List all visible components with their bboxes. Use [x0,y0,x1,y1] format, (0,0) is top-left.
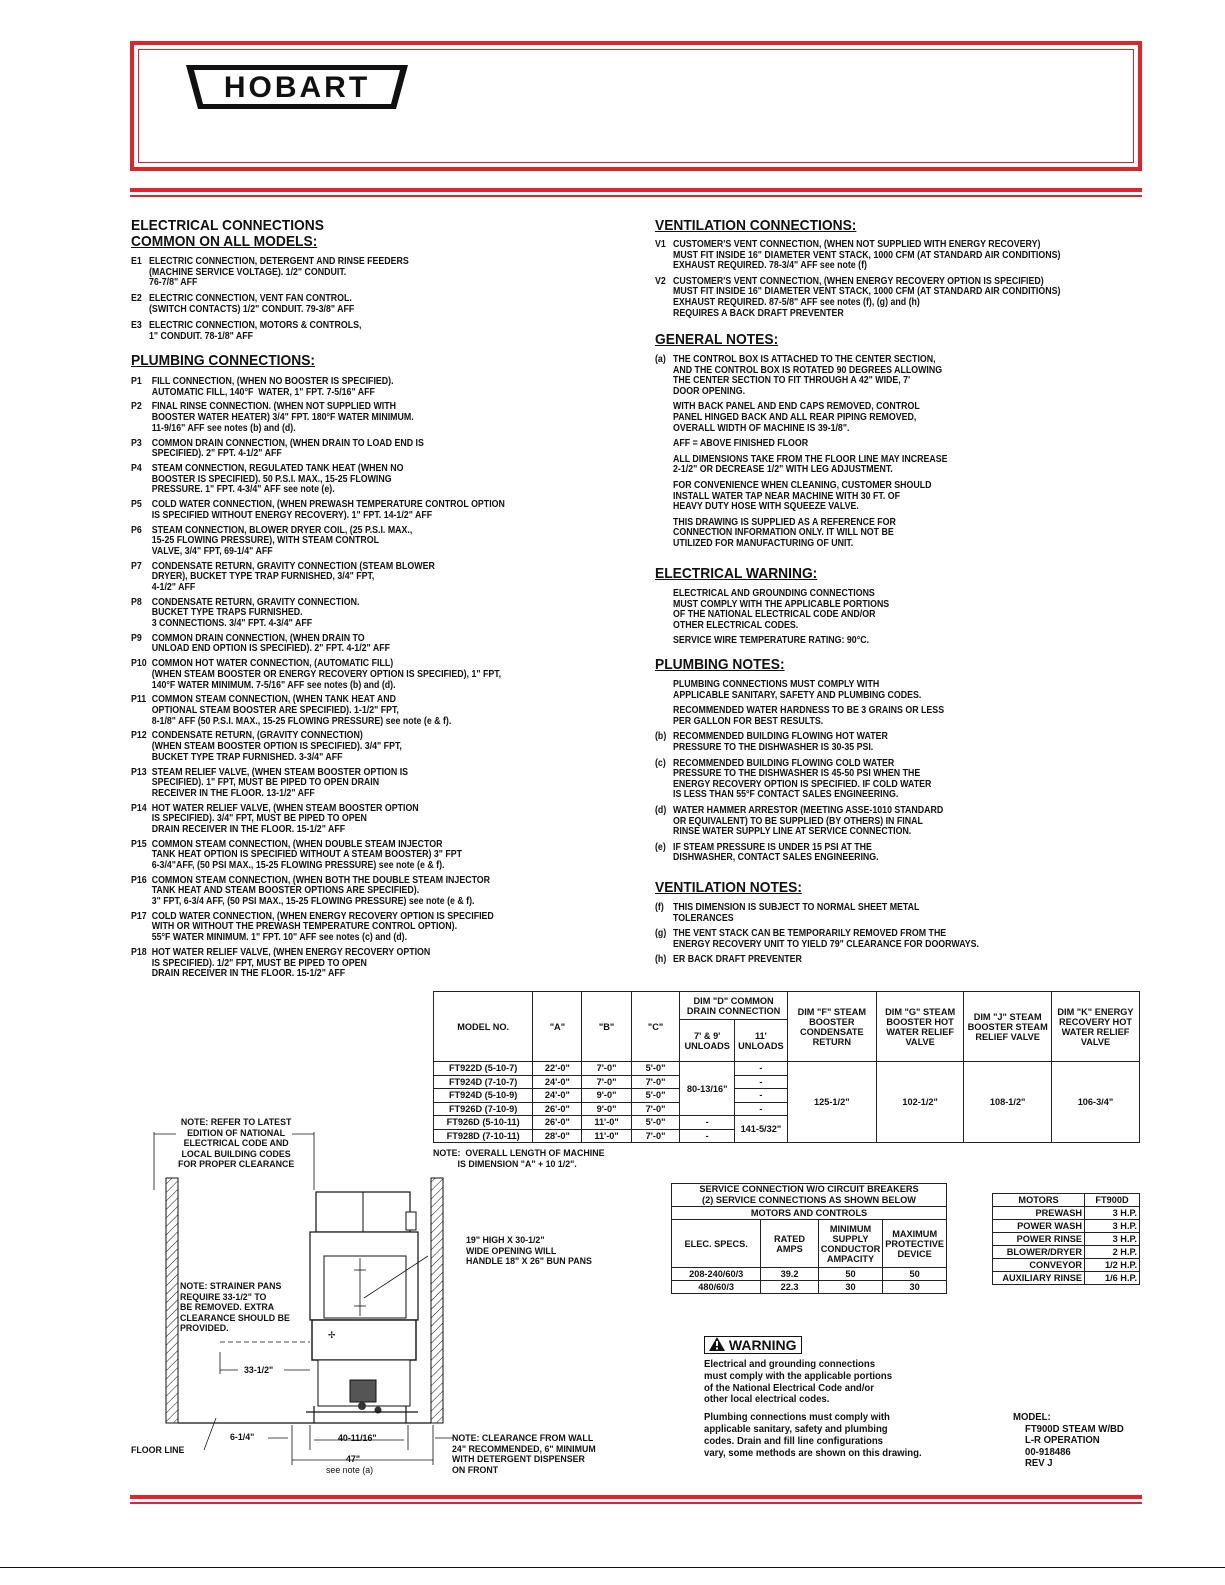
table-cell: 3 H.P. [1085,1220,1140,1233]
table-cell: - [735,1062,788,1076]
motors-th-1: FT900D [1085,1194,1140,1207]
note-item [131,804,505,836]
service-subtitle: MOTORS AND CONTROLS [672,1207,947,1220]
item-text: COMMON DRAIN CONNECTION, (WHEN DRAIN TO LOAD END IS SPECIFIED). 2" FPT. 4-1/2" AFF [151,437,424,460]
table-cell: 7'-0" [631,1102,680,1116]
note-item [655,589,889,631]
table-cell: 50 [818,1268,883,1281]
table-cell: 30 [883,1281,947,1294]
table-cell: POWER WASH [993,1220,1085,1233]
table-cell: 5'-0" [631,1089,680,1103]
note-item [655,706,944,727]
item-text: SERVICE WIRE TEMPERATURE RATING: 90°C. [673,635,870,647]
item-code: V1 [655,239,666,250]
item-code: P5 [131,499,142,511]
item-text: COLD WATER CONNECTION, (WHEN PREWASH TEMPERATURE CONTROL OPTION IS SPECIFIED WITHOUT ENERGY RECOVERY). 1" FPT. 14-1/2" AFF [151,499,505,521]
note-item [131,294,409,315]
th-b: "B" [582,992,631,1062]
item-code: (h) [655,954,667,966]
th-a: "A" [533,992,582,1062]
table-row [993,1233,1140,1246]
hobart-logo [182,61,412,113]
item-text: THE VENT STACK CAN BE TEMPORARILY REMOVED FROM THE ENERGY RECOVERY UNIT TO YIELD 79" CLEARANCE FOR DOORWAYS. [673,928,979,950]
table-cell: 28'-0" [533,1129,582,1143]
item-code: P15 [131,838,147,850]
item-text: ELECTRIC CONNECTION, DETERGENT AND RINSE FEEDERS (MACHINE SERVICE VOLTAGE). 1/2" CONDUIT. 76-7/8" AFF [149,256,409,289]
table-cell: 22.3 [761,1281,818,1294]
note-item [655,481,948,513]
item-code: P13 [131,766,147,778]
item-text: CUSTOMER'S VENT CONNECTION, (WHEN NOT SUPPLIED WITH ENERGY RECOVERY) MUST FIT INSIDE 16" DIAMETER VENT STACK, 1000 CFM (AT STANDARD AIR CONDITIONS) EXHAUST REQUIRED. 78-3/4" AFF see note (f) [673,239,1061,272]
item-text: CONDENSATE RETURN, (GRAVITY CONNECTION) (WHEN STEAM BOOSTER OPTION IS SPECIFIED). 3/4" FPT, BUCKET TYPE TRAP FURNISHED. 3-3/4" AFF [151,730,402,763]
table-cell: 480/60/3 [672,1281,761,1294]
service-th-3: MAXIMUM PROTECTIVE DEVICE [883,1220,947,1268]
table-cell: FT928D (7-10-11) [434,1129,533,1143]
th-d1: 7' & 9' UNLOADS [680,1020,735,1062]
item-code: (a) [655,354,666,365]
note-item [655,636,889,647]
item-text: HOT WATER RELIEF VALVE, (WHEN ENERGY RECOVERY OPTION IS SPECIFIED). 1/2" FPT, MUST BE PIPED TO OPEN DRAIN RECEIVER IN THE FLOOR. 15-1/2" AFF [151,946,431,980]
table-cell: 24'-0" [533,1089,582,1103]
note-item [131,439,505,460]
electrical-warning-title: ELECTRICAL WARNING: [655,565,818,582]
item-text: ELECTRICAL AND GROUNDING CONNECTIONS MUST COMPLY WITH THE APPLICABLE PORTIONS OF THE NATIONAL ELECTRICAL CODE AND/OR OTHER ELECTRICAL CODES. [673,588,890,631]
note-item [655,402,948,434]
logo-text: HOBART [223,71,371,104]
note-item [131,912,505,944]
electrical-section [131,218,341,250]
table-row [993,1272,1140,1285]
note-item [655,518,948,550]
item-code: P17 [131,910,147,922]
table-cell: FT924D (7-10-7) [434,1075,533,1089]
table-cell: - [680,1116,735,1130]
item-code: P14 [131,802,147,814]
item-text: COMMON STEAM CONNECTION, (WHEN BOTH THE DOUBLE STEAM INJECTOR TANK HEAT AND STEAM BOOSTER OPTIONS ARE SPECIFIED). 3" FPT, 6-3/4 AFF, (50 PSI MAX., 15-25 FLOWING PRESSURE) see note (e & f). [151,874,491,907]
item-code: P6 [131,524,142,536]
table-cell: 102-1/2" [876,1062,964,1143]
item-code: P4 [131,463,142,475]
table-cell: 2 H.P. [1085,1246,1140,1259]
ventilation-items [655,240,1105,324]
table-cell: 1/6 H.P. [1085,1272,1140,1285]
item-text: COMMON STEAM CONNECTION, (WHEN DOUBLE STEAM INJECTOR TANK HEAT OPTION IS SPECIFIED WITHOUT A STEAM BOOSTER) 3" FPT 6-3/4"AFF, (50 PSI MAX., 15-25 FLOWING PRESSURE) see note (e & f). [151,838,463,871]
item-code: P18 [131,946,147,958]
item-code: P11 [131,694,147,706]
service-title-1: SERVICE CONNECTION W/O CIRCUIT BREAKERS [699,1184,919,1194]
th-f: DIM "F" STEAM BOOSTER CONDENSATE RETURN [787,992,876,1062]
top-rule-thin [130,195,1142,197]
plumbing-items [131,377,546,984]
item-text: ALL DIMENSIONS TAKE FROM THE FLOOR LINE MAY INCREASE 2-1/2" OR DECREASE 1/2" WITH LEG ADJUSTMENT. [673,453,948,476]
general-notes-title: GENERAL NOTES: [655,331,779,348]
ventilation-notes-title: VENTILATION NOTES: [655,879,802,896]
item-code: E2 [131,293,142,305]
item-text: THIS DIMENSION IS SUBJECT TO NORMAL SHEET METAL TOLERANCES [673,902,920,924]
motors-th-0: MOTORS [993,1194,1085,1207]
note-item [131,377,505,398]
item-code [655,706,673,727]
table-cell: CONVEYOR [993,1259,1085,1272]
table-cell: 11'-0" [582,1129,631,1143]
table-cell: 39.2 [761,1268,818,1281]
table-cell: 26'-0" [533,1116,582,1130]
warning-title-text: WARNING [728,1337,797,1353]
note-item [655,955,979,966]
table-cell: - [735,1102,788,1116]
item-text: STEAM CONNECTION, BLOWER DRYER COIL, (25 P.S.I. MAX., 15-25 FLOWING PRESSURE), WITH STEAM CONTROL VALVE, 3/4" FPT, 69-1/4" AFF [151,524,413,557]
item-code [655,636,673,647]
table-cell: PREWASH [993,1207,1085,1220]
item-text: COMMON HOT WATER CONNECTION, (AUTOMATIC FILL) (WHEN STEAM BOOSTER OR ENERGY RECOVERY OPTION IS SPECIFIED), 1" FPT, 140°F WATER MINIMUM. 7-5/16" AFF see notes (b) and (d). [151,658,502,691]
note-wall-clearance: NOTE: CLEARANCE FROM WALL 24" RECOMMENDED, 6" MINIMUM WITH DETERGENT DISPENSER ON FRONT [452,1433,596,1476]
table-row [993,1220,1140,1233]
item-code: V2 [655,275,666,287]
table-cell: FT922D (5-10-7) [434,1062,533,1076]
item-text: RECOMMENDED BUILDING FLOWING HOT WATER PRESSURE TO THE DISHWASHER IS 30-35 PSI. [673,731,888,753]
item-code: P1 [131,376,142,387]
service-th-1: RATED AMPS [761,1220,818,1268]
item-text: WITH BACK PANEL AND END CAPS REMOVED, CONTROL PANEL HINGED BACK AND ALL REAR PIPING REMOVED, OVERALL WIDTH OF MACHINE IS 39-1/8". [673,401,920,434]
table-cell: 5'-0" [631,1062,680,1076]
item-code: (c) [655,757,666,769]
table-row [434,1062,1140,1076]
note-item [655,903,979,924]
table-row [993,1207,1140,1220]
top-rule [130,188,1142,192]
note-item [131,768,505,800]
item-code: P8 [131,596,142,608]
note-item [655,439,948,450]
right-wall [431,1178,443,1423]
table-cell: - [680,1129,735,1143]
th-j: DIM "J" STEAM BOOSTER STEAM RELIEF VALVE [964,992,1052,1062]
note-item [131,598,505,630]
motors-table [992,1193,1140,1285]
table-cell: POWER RINSE [993,1233,1085,1246]
note-item [655,680,944,701]
note-item [655,806,944,838]
item-text: CONDENSATE RETURN, GRAVITY CONNECTION (STEAM BLOWER DRYER), BUCKET TYPE TRAP FURNISHED, 3/4" FPT, 4-1/2" AFF [151,560,435,593]
item-text: COMMON DRAIN CONNECTION, (WHEN DRAIN TO UNLOAD END OPTION IS SPECIFIED). 2" FPT. 4-1/2" AFF [151,632,390,655]
table-cell: AUXILIARY RINSE [993,1272,1085,1285]
note-item [655,277,1060,319]
dim-overall: 47" [346,1454,361,1465]
table-cell: 125-1/2" [787,1062,876,1143]
item-code [655,680,673,701]
note-item [131,876,505,908]
note-item [131,695,505,727]
table-row [672,1268,947,1281]
table-cell: 108-1/2" [964,1062,1052,1143]
table-cell: 24'-0" [533,1075,582,1089]
note-item [655,759,944,801]
note-item [131,562,505,594]
th-k: DIM "K" ENERGY RECOVERY HOT WATER RELIEF VALVE [1051,992,1139,1062]
item-code: P2 [131,401,142,413]
table-cell: 106-3/4" [1051,1062,1139,1143]
note-item [655,929,979,950]
item-text: HOT WATER RELIEF VALVE, (WHEN STEAM BOOSTER OPTION IS SPECIFIED). 3/4" FPT, MUST BE PIPED TO OPEN DRAIN RECEIVER IN THE FLOOR. 15-1/2" AFF [151,802,419,835]
electrical-warning-items [655,589,915,652]
note-item [131,402,505,434]
th-g: DIM "G" STEAM BOOSTER HOT WATER RELIEF VALVE [876,992,964,1062]
item-text: FILL CONNECTION, (WHEN NO BOOSTER IS SPECIFIED). AUTOMATIC FILL, 140°F WATER, 1" FPT. 7-5/16" AFF [151,376,394,398]
table-cell: 7'-0" [631,1075,680,1089]
service-rows [672,1268,947,1294]
note-item [131,659,505,691]
table-cell: 30 [818,1281,883,1294]
item-code: E3 [131,319,142,331]
note-item [131,464,505,496]
general-notes-items [655,355,980,555]
service-title-2: (2) SERVICE CONNECTIONS AS SHOWN BELOW [702,1195,916,1205]
item-code: P9 [131,632,142,644]
table-cell: 3 H.P. [1085,1233,1140,1246]
item-code: P16 [131,874,147,886]
item-text: STEAM CONNECTION, REGULATED TANK HEAT (WHEN NO BOOSTER IS SPECIFIED). 50 P.S.I. MAX., 15-25 FLOWING PRESSURE. 1" FPT. 4-3/4" AFF see note (e). [151,463,404,496]
item-code: (g) [655,928,667,940]
table-cell: 50 [883,1268,947,1281]
table-cell: 9'-0" [582,1089,631,1103]
item-code [655,402,673,434]
table-cell: - [735,1089,788,1103]
electrical-items [131,257,440,348]
note-item [655,455,948,476]
model-lines: FT900D STEAM W/BD L-R OPERATION 00-918486 REV J [1025,1423,1124,1469]
dim-offset: 6-1/4" [230,1432,255,1443]
electrical-title-1: ELECTRICAL CONNECTIONS [131,217,324,234]
note-item [655,732,944,753]
dim-strainer: 33-1/2" [244,1365,274,1376]
note-item [131,948,505,980]
dim-body-width: 40-11/16" [338,1433,377,1444]
table-cell: 22'-0" [533,1062,582,1076]
electrical-title-2: COMMON ON ALL MODELS: [131,233,318,250]
item-text: THIS DRAWING IS SUPPLIED AS A REFERENCE FOR CONNECTION INFORMATION ONLY. IT WILL NOT BE UTILIZED FOR MANUFACTURING OF UNIT. [673,516,896,549]
service-table [671,1183,947,1294]
table-cell: 26'-0" [533,1102,582,1116]
item-code: (e) [655,841,666,853]
item-text: COLD WATER CONNECTION, (WHEN ENERGY RECOVERY OPTION IS SPECIFIED WITH OR WITHOUT THE PREWASH TEMPERATURE CONTROL OPTION). 55°F WATER MINIMUM. 1" FPT. 10" AFF see notes (c) and (d). [151,910,494,944]
table-cell: 7'-0" [582,1075,631,1089]
item-text: WATER HAMMER ARRESTOR (MEETING ASSE-1010 STANDARD OR EQUIVALENT) TO BE SUPPLIED (BY OTHERS) IN FINAL RINSE WATER SUPPLY LINE AT SERVICE CONNECTION. [673,804,944,838]
table-cell: 1/2 H.P. [1085,1259,1140,1272]
table-row [672,1281,947,1294]
plumbing-notes-title: PLUMBING NOTES: [655,656,785,673]
model-block [1013,1412,1132,1470]
item-code: (f) [655,902,664,913]
note-item [131,257,409,289]
note-item [655,240,1060,272]
note-item [131,321,409,342]
item-text: CONDENSATE RETURN, GRAVITY CONNECTION. BUCKET TYPE TRAPS FURNISHED. 3 CONNECTIONS. 3/4" FPT. 4-3/4" AFF [151,596,360,629]
note-item [131,526,505,558]
note-item [655,355,948,397]
item-text: THE CONTROL BOX IS ATTACHED TO THE CENTER SECTION, AND THE CONTROL BOX IS ROTATED 90 DEGREES ALLOWING THE CENTER SECTION TO FIT THROUGH A 42" WIDE, 7' DOOR OPENING. [673,354,943,397]
dim-see-note: see note (a) [326,1465,374,1476]
note-opening: 19" HIGH X 30-1/2" WIDE OPENING WILL HANDLE 18" X 26" BUN PANS [466,1235,592,1267]
item-code [655,455,673,476]
bottom-rule-thin [130,1502,1142,1504]
note-strainer: NOTE: STRAINER PANS REQUIRE 33-1/2" TO BE REMOVED. EXTRA CLEARANCE SHOULD BE PROVIDED. [180,1281,290,1334]
item-code [655,518,673,550]
table-cell: FT924D (5-10-9) [434,1089,533,1103]
left-wall [166,1178,178,1423]
th-c: "C" [631,992,680,1062]
item-text: STEAM RELIEF VALVE, (WHEN STEAM BOOSTER OPTION IS SPECIFIED). 1" FPT, MUST BE PIPED TO OPEN DRAIN RECEIVER IN THE FLOOR. 13-1/2" AFF [151,766,409,799]
table-cell: 9'-0" [582,1102,631,1116]
note-item [131,731,505,763]
item-code: (d) [655,804,667,816]
page-edge [0,1567,1225,1568]
service-title [672,1184,947,1207]
item-code [655,481,673,513]
item-text: RECOMMENDED BUILDING FLOWING COLD WATER PRESSURE TO THE DISHWASHER IS 45-50 PSI WHEN THE ENERGY RECOVERY OPTION IS SPECIFIED. IF COLD WATER IS LESS THAN 55°F CONTACT SALES ENGINEERING. [673,757,932,801]
table-cell: 11'-0" [582,1116,631,1130]
table-row [993,1259,1140,1272]
table-cell: - [735,1075,788,1089]
item-text: CUSTOMER'S VENT CONNECTION, (WHEN ENERGY RECOVERY OPTION IS SPECIFIED) MUST FIT INSIDE 16" DIAMETER VENT STACK, 1000 CFM (AT STANDARD AIR CONDITIONS) EXHAUST REQUIRED. 87-5/8" AFF see notes (f), (g) and (h) REQUIRES A BACK DRAFT PREVENTER [673,275,1061,319]
item-text: PLUMBING CONNECTIONS MUST COMPLY WITH APPLICABLE SANITARY, SAFETY AND PLUMBING CODES. [673,679,922,701]
ventilation-notes-items [655,903,1015,971]
fan-icon: ✢ [328,1330,336,1340]
item-text: FINAL RINSE CONNECTION. (WHEN NOT SUPPLIED WITH BOOSTER WATER HEATER) 3/4" FPT. 180°F WATER MINIMUM. 11-9/16" AFF see notes (b) and (d). [151,401,414,434]
motors-rows [993,1207,1140,1285]
control-box [312,1320,416,1360]
table-cell: FT926D (5-10-11) [434,1116,533,1130]
item-code: (b) [655,731,667,743]
item-text: ELECTRIC CONNECTION, VENT FAN CONTROL. (SWITCH CONTACTS) 1/2" CONDUIT. 79-3/8" AFF [149,293,355,315]
item-text: FOR CONVENIENCE WHEN CLEANING, CUSTOMER SHOULD INSTALL WATER TAP NEAR MACHINE WITH 30 FT. OF HEAVY DUTY HOSE WITH SQUEEZE VALVE. [673,479,932,513]
table-cell: FT926D (7-10-9) [434,1102,533,1116]
table-cell: 208-240/60/3 [672,1268,761,1281]
item-text: COMMON STEAM CONNECTION, (WHEN TANK HEAT AND OPTIONAL STEAM BOOSTER ARE SPECIFIED). 1-1/2" FPT, 8-1/8" AFF (50 P.S.I. MAX., 15-25 FLOWING PRESSURE) see note (e & f). [151,694,452,727]
pipe-fitting [358,1402,366,1410]
th-d: DIM "D" COMMON DRAIN CONNECTION [680,992,787,1020]
dim-table-note: NOTE: OVERALL LENGTH OF MACHINE IS DIMENSION "A" + 10 1/2". [433,1148,605,1170]
ventilation-title: VENTILATION CONNECTIONS: [655,217,857,234]
th-d2: 11' UNLOADS [735,1020,788,1062]
table-cell: 7'-0" [582,1062,631,1076]
item-text: RECOMMENDED WATER HARDNESS TO BE 3 GRAINS OR LESS PER GALLON FOR BEST RESULTS. [673,705,945,727]
warning-block [704,1336,941,1459]
bottom-rule [130,1495,1142,1499]
item-code: P12 [131,730,147,742]
note-item [131,634,505,655]
item-code: E1 [131,256,142,267]
note-item [131,500,505,521]
item-code: P10 [131,658,147,670]
plumbing-title: PLUMBING CONNECTIONS: [131,352,315,369]
item-text: ER BACK DRAFT PREVENTER [673,954,802,966]
table-cell: 141-5/32" [735,1116,788,1143]
service-th-2: MINIMUM SUPPLY CONDUCTOR AMPACITY [818,1220,883,1268]
service-th-0: ELEC. SPECS. [672,1220,761,1268]
table-cell: 80-13/16" [680,1062,735,1116]
floor-line-label: FLOOR LINE [131,1445,185,1456]
warning-p1: Electrical and grounding connections must comply with the applicable portions of the National Electrical Code and/or other local electrical codes. [704,1359,893,1406]
table-row [993,1246,1140,1259]
item-code [655,439,673,450]
table-cell: 7'-0" [631,1129,680,1143]
note-item [655,843,944,864]
note-item [131,840,505,872]
item-code [655,589,673,631]
table-cell: 5'-0" [631,1116,680,1130]
note-clearance: NOTE: REFER TO LATEST EDITION OF NATIONAL ELECTRICAL CODE AND LOCAL BUILDING CODES FOR PROPER CLEARANCE [178,1117,295,1170]
model-label: MODEL: [1013,1412,1051,1423]
table-cell: 3 H.P. [1085,1207,1140,1220]
warning-title [704,1336,802,1354]
pump-unit [350,1380,376,1402]
th-model: MODEL NO. [434,992,533,1062]
item-text: AFF = ABOVE FINISHED FLOOR [673,438,809,450]
plumbing-notes-items [655,680,976,869]
warning-p2: Plumbing connections must comply with applicable sanitary, safety and plumbing codes. Drain and fill line configurations vary, some methods are shown on this drawing. [704,1412,922,1459]
warning-icon [709,1337,725,1351]
item-text: ELECTRIC CONNECTION, MOTORS & CONTROLS, 1" CONDUIT. 78-1/8" AFF [149,319,362,342]
item-code: P7 [131,560,142,572]
item-code: P3 [131,437,142,449]
table-cell: BLOWER/DRYER [993,1246,1085,1259]
item-text: IF STEAM PRESSURE IS UNDER 15 PSI AT THE DISHWASHER, CONTACT SALES ENGINEERING. [673,841,879,864]
